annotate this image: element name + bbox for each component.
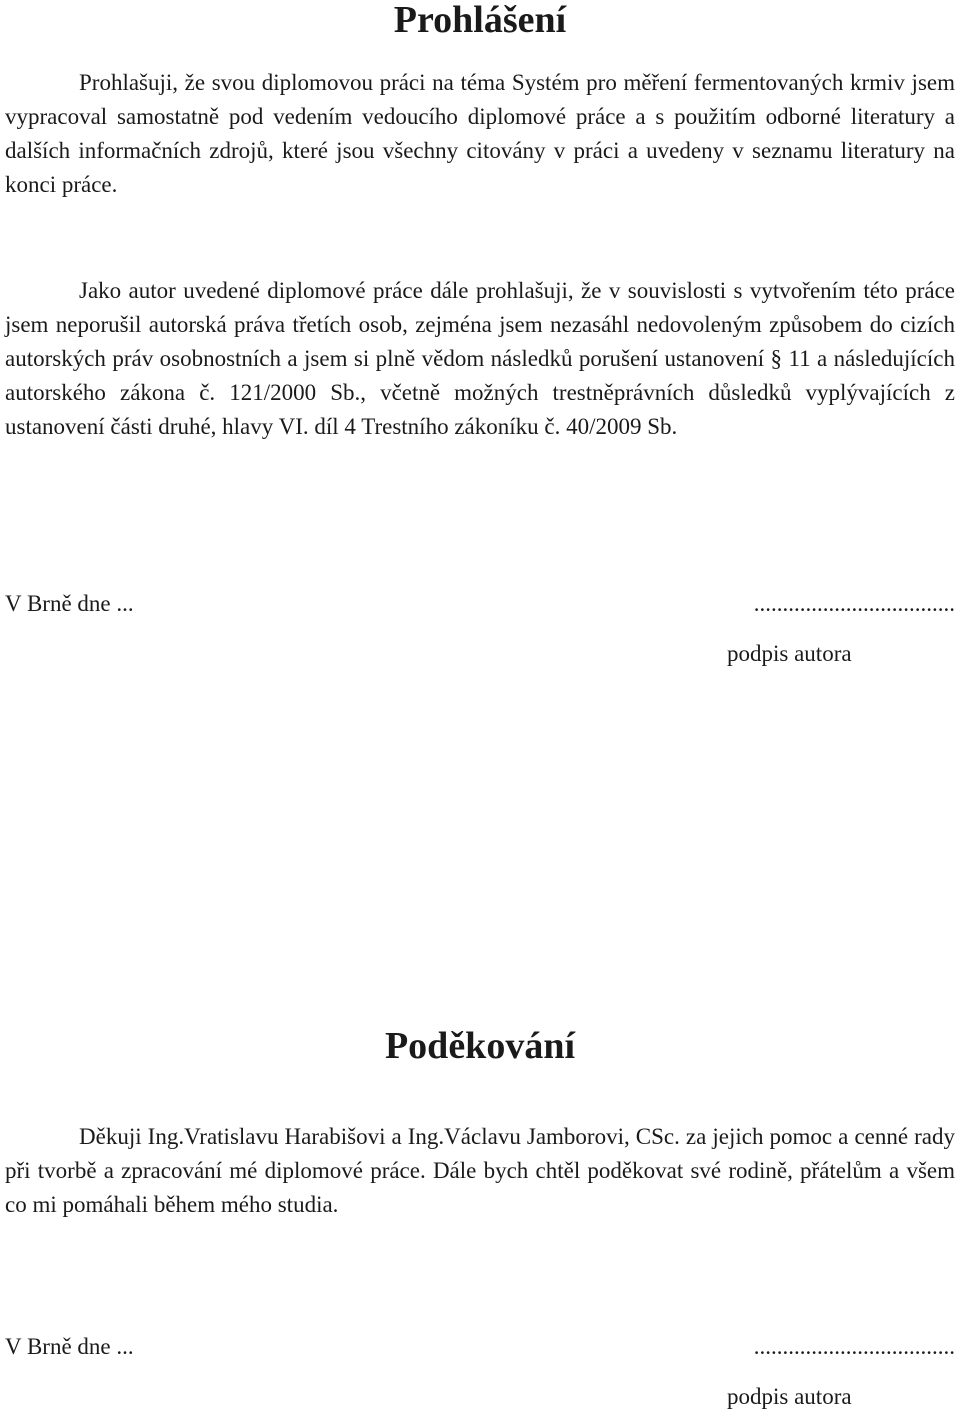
acknowledgement-title: Poděkování — [384, 1025, 576, 1067]
declaration-title: Prohlášení — [393, 0, 567, 41]
acknowledgement-signature-label: podpis autora — [727, 1384, 852, 1409]
declaration-signature-row — [5, 587, 955, 621]
acknowledgement-paragraph: Děkuji Ing.Vratislavu Harabišovi a Ing.Václavu Jamborovi, CSc. za jejich pomoc a cenné rady při tvorbě a zpracování mé diplomové práce. Dále bych chtěl poděkovat své rodině, přátelům a všem co mi pomáhali během mého studia. — [5, 1124, 955, 1217]
declaration-signature-label: podpis autora — [727, 641, 852, 666]
document-page — [5, 0, 955, 1416]
acknowledgement-signature-row — [5, 1330, 955, 1364]
declaration-paragraph-2: Jako autor uvedené diplomové práce dále prohlašuji, že v souvislosti s vytvořením této práce jsem neporušil autorská práva třetích osob, zejména jsem nezasáhl nedovoleným způsobem do cizích autorských práv osobnostních a jsem si plně vědom následků porušení ustanovení § 11 a následujících autorského zákona č. 121/2000 Sb., včetně možných trestněprávních důsledků vyplývajících z ustanovení části druhé, hlavy VI. díl 4 Trestního zákoníku č. 40/2009 Sb. — [5, 278, 955, 439]
acknowledgement-place-date: V Brně dne ... — [5, 1334, 134, 1359]
declaration-paragraph-1: Prohlašuji, že svou diplomovou práci na téma Systém pro měření fermentovaných krmiv jsem vypracoval samostatně pod vedením vedoucího diplomové práce a s použitím odborné literatury a dalších informačních zdrojů, které jsou všechny citovány v práci a uvedeny v seznamu literatury na konci práce. — [5, 70, 955, 197]
declaration-signature-line: ................................... — [753, 591, 955, 616]
declaration-place-date: V Brně dne ... — [5, 591, 134, 616]
acknowledgement-signature-line: ................................... — [753, 1334, 955, 1359]
